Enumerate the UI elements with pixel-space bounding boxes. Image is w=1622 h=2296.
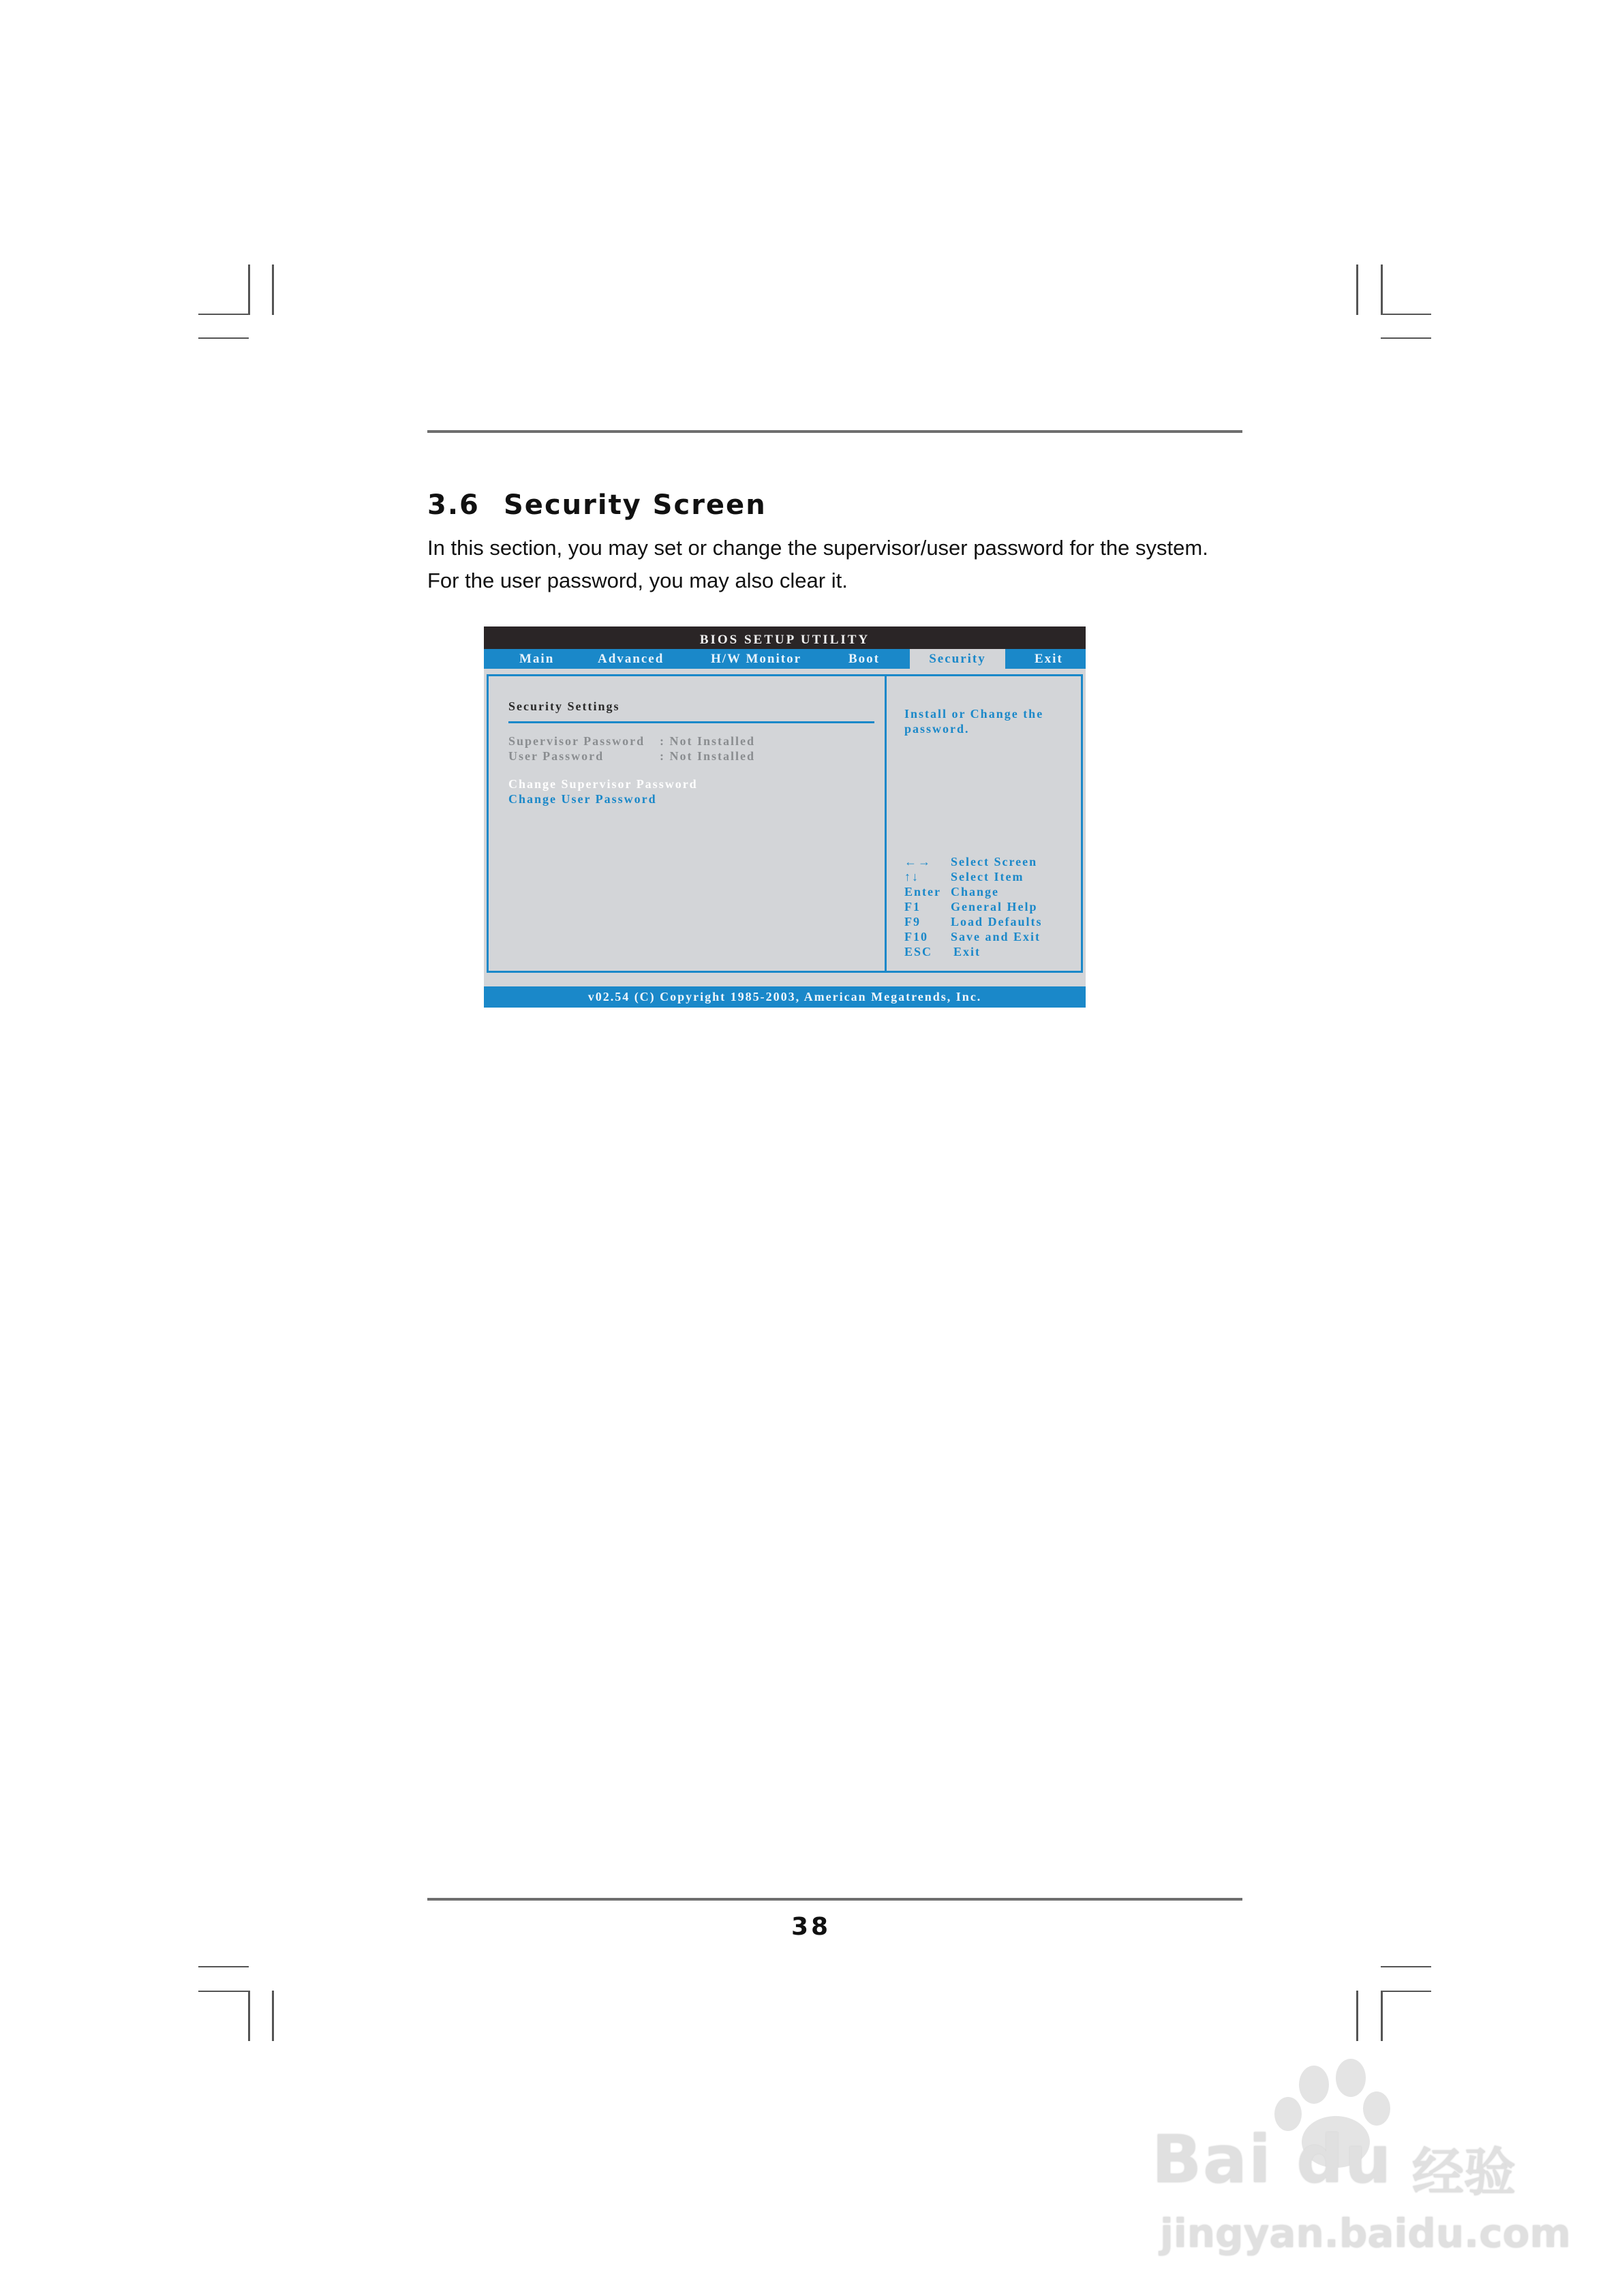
key-hint-key: ←→ <box>904 855 932 868</box>
crop-mark <box>1356 1991 1358 2041</box>
key-hint-action: Load Defaults <box>951 915 1043 928</box>
watermark-brand: Bai du <box>1152 2121 1393 2198</box>
key-hint-key: Enter <box>904 885 941 898</box>
key-hint-key: ↑↓ <box>904 870 919 883</box>
bios-footer: v02.54 (C) Copyright 1985-2003, American Megatrends, Inc. <box>484 986 1086 1008</box>
crop-mark <box>1356 265 1358 315</box>
key-hint-action: Select Item <box>951 870 1024 883</box>
crop-mark <box>198 314 249 315</box>
key-hint-action: Exit <box>953 945 981 958</box>
crop-mark <box>1381 265 1383 315</box>
crop-mark <box>248 265 250 315</box>
change-supervisor-password-item[interactable]: Change Supervisor Password <box>508 777 698 791</box>
crop-mark <box>198 1991 249 1992</box>
key-hint-action: Select Screen <box>951 855 1038 868</box>
page-number: 38 <box>791 1913 831 1941</box>
bios-title-bar: BIOS SETUP UTILITY <box>484 626 1086 649</box>
watermark-chinese: 经验 <box>1412 2142 1516 2203</box>
crop-mark <box>1381 314 1431 315</box>
paw-icon <box>1299 2066 1329 2104</box>
bios-menu-bar <box>484 649 1086 669</box>
help-text: password. <box>904 722 970 736</box>
watermark-url: jingyan.baidu.com <box>1160 2210 1571 2256</box>
key-hint-action: Save and Exit <box>951 930 1041 943</box>
tab-advanced[interactable]: Advanced <box>598 652 664 666</box>
paw-icon <box>1336 2059 1366 2097</box>
section-number: 3.6 <box>427 489 480 521</box>
crop-mark <box>1381 1966 1431 1967</box>
header-rule <box>427 430 1242 433</box>
tab-hw-monitor[interactable]: H/W Monitor <box>711 652 802 666</box>
section-title: Security Screen <box>504 489 767 521</box>
tab-main[interactable]: Main <box>519 652 555 666</box>
key-hint-action: General Help <box>951 900 1038 913</box>
crop-mark <box>198 337 249 339</box>
bios-screenshot <box>484 626 1086 1008</box>
settings-heading-underline <box>508 721 874 723</box>
key-hint-action: Change <box>951 885 1000 898</box>
key-hint-key: F10 <box>904 930 928 943</box>
crop-mark <box>248 1991 250 2041</box>
footer-rule <box>427 1898 1242 1901</box>
crop-mark <box>272 1991 274 2041</box>
bios-panel-divider <box>885 676 887 971</box>
help-text: Install or Change the <box>904 707 1044 721</box>
baidu-watermark <box>1152 2059 1571 2263</box>
body-text-line: In this section, you may set or change the supervisor/user password for the system. <box>427 536 1208 560</box>
tab-exit[interactable]: Exit <box>1035 652 1063 666</box>
settings-heading: Security Settings <box>508 699 620 713</box>
crop-mark <box>1381 337 1431 339</box>
crop-mark <box>272 265 274 315</box>
supervisor-password-value: : Not Installed <box>660 734 756 748</box>
supervisor-password-label: Supervisor Password <box>508 734 645 748</box>
tab-security[interactable]: Security <box>910 649 1005 669</box>
crop-mark <box>1381 1991 1383 2041</box>
crop-mark <box>1381 1991 1431 1992</box>
crop-mark <box>198 1966 249 1967</box>
user-password-value: : Not Installed <box>660 749 756 763</box>
body-text-line: For the user password, you may also clear it. <box>427 569 848 592</box>
key-hint-key: F1 <box>904 900 921 913</box>
change-user-password-item[interactable]: Change User Password <box>508 792 657 806</box>
paw-icon <box>1363 2091 1390 2126</box>
key-hint-key: F9 <box>904 915 921 928</box>
section-heading <box>427 489 767 521</box>
key-hint-key: ESC <box>904 945 933 958</box>
user-password-label: User Password <box>508 749 605 763</box>
tab-boot[interactable]: Boot <box>848 652 880 666</box>
